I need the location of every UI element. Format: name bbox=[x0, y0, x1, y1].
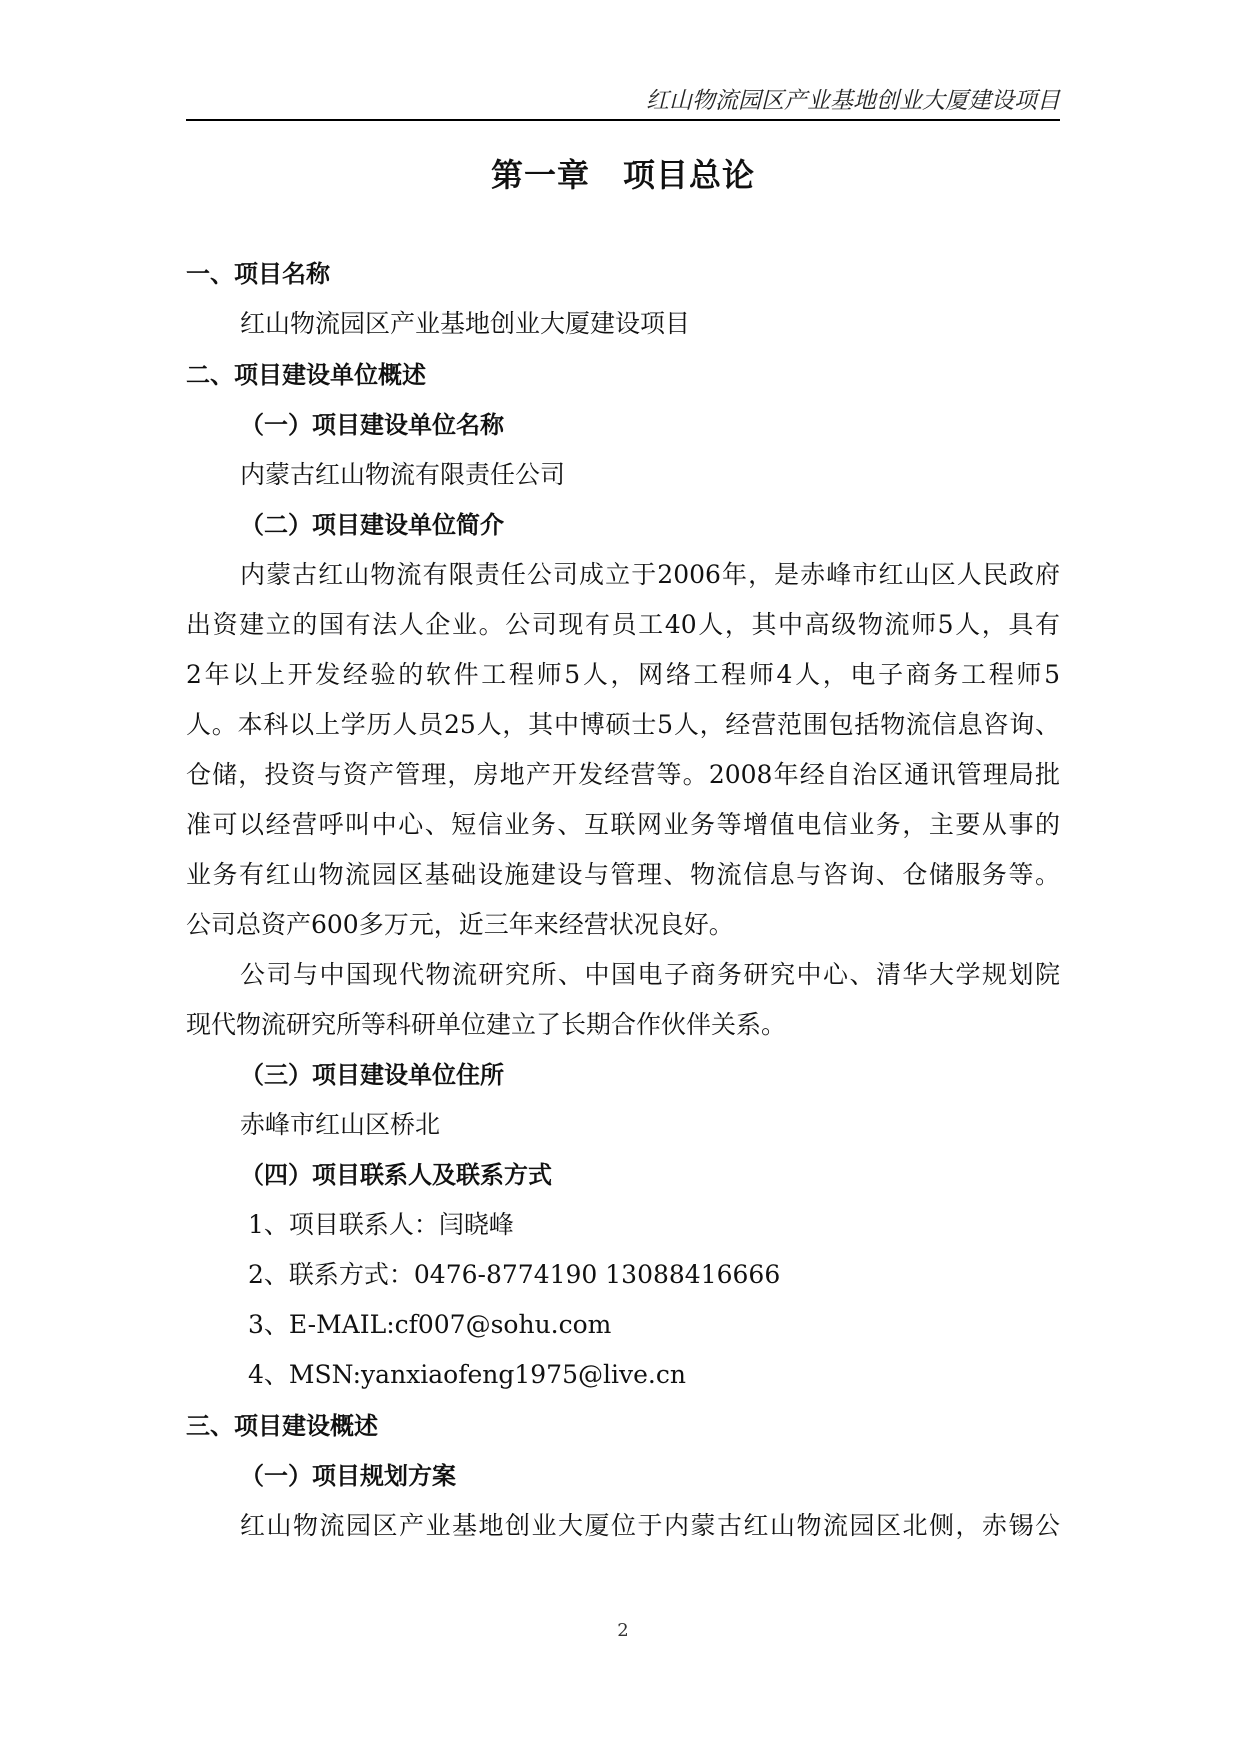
intro-line: 2年以上开发经验的软件工程师5人，网络工程师4人，电子商务工程师5 bbox=[186, 660, 1060, 689]
subsection-heading-unit-name: （一）项目建设单位名称 bbox=[240, 411, 504, 439]
planning-text: 红山物流园区产业基地创业大厦位于内蒙古红山物流园区北侧，赤锡公 bbox=[240, 1511, 1060, 1540]
intro-line: 准可以经营呼叫中心、短信业务、互联网业务等增值电信业务，主要从事的 bbox=[186, 810, 1060, 839]
partner-line: 公司与中国现代物流研究所、中国电子商务研究中心、清华大学规划院 bbox=[240, 960, 1060, 989]
contact-item: 4、MSN:yanxiaofeng1975@live.cn bbox=[248, 1360, 686, 1389]
running-header: 红山物流园区产业基地创业大厦建设项目 bbox=[646, 88, 1060, 114]
intro-line: 业务有红山物流园区基础设施建设与管理、物流信息与咨询、仓储服务等。 bbox=[186, 860, 1060, 889]
project-name-text: 红山物流园区产业基地创业大厦建设项目 bbox=[240, 309, 691, 338]
contact-item: 3、E-MAIL:cf007@sohu.com bbox=[248, 1310, 612, 1339]
header-rule bbox=[186, 119, 1060, 121]
subsection-heading-contact: （四）项目联系人及联系方式 bbox=[240, 1161, 552, 1189]
chapter-title: 第一章 项目总论 bbox=[490, 156, 755, 194]
intro-line: 人。本科以上学历人员25人，其中博硕士5人，经营范围包括物流信息咨询、 bbox=[186, 710, 1060, 739]
unit-address-text: 赤峰市红山区桥北 bbox=[240, 1110, 441, 1139]
intro-line: 内蒙古红山物流有限责任公司成立于2006年，是赤峰市红山区人民政府 bbox=[240, 560, 1060, 589]
section-heading-unit-overview: 二、项目建设单位概述 bbox=[186, 361, 426, 389]
partner-line: 现代物流研究所等科研单位建立了长期合作伙伴关系。 bbox=[186, 1010, 787, 1039]
page-number: 2 bbox=[617, 1620, 629, 1641]
intro-line: 仓储，投资与资产管理，房地产开发经营等。2008年经自治区通讯管理局批 bbox=[186, 760, 1060, 789]
intro-line: 公司总资产600多万元，近三年来经营状况良好。 bbox=[186, 910, 734, 939]
section-heading-construction-overview: 三、项目建设概述 bbox=[186, 1412, 378, 1440]
section-heading-project-name: 一、项目名称 bbox=[186, 260, 330, 288]
unit-name-text: 内蒙古红山物流有限责任公司 bbox=[240, 460, 566, 489]
contact-item: 2、联系方式：0476-8774190 13088416666 bbox=[248, 1260, 781, 1289]
subsection-heading-planning: （一）项目规划方案 bbox=[240, 1462, 456, 1490]
subsection-heading-unit-intro: （二）项目建设单位简介 bbox=[240, 511, 504, 539]
contact-item: 1、项目联系人：闫晓峰 bbox=[248, 1210, 514, 1239]
intro-line: 出资建立的国有法人企业。公司现有员工40人，其中高级物流师5人，具有 bbox=[186, 610, 1060, 639]
subsection-heading-unit-address: （三）项目建设单位住所 bbox=[240, 1061, 504, 1089]
